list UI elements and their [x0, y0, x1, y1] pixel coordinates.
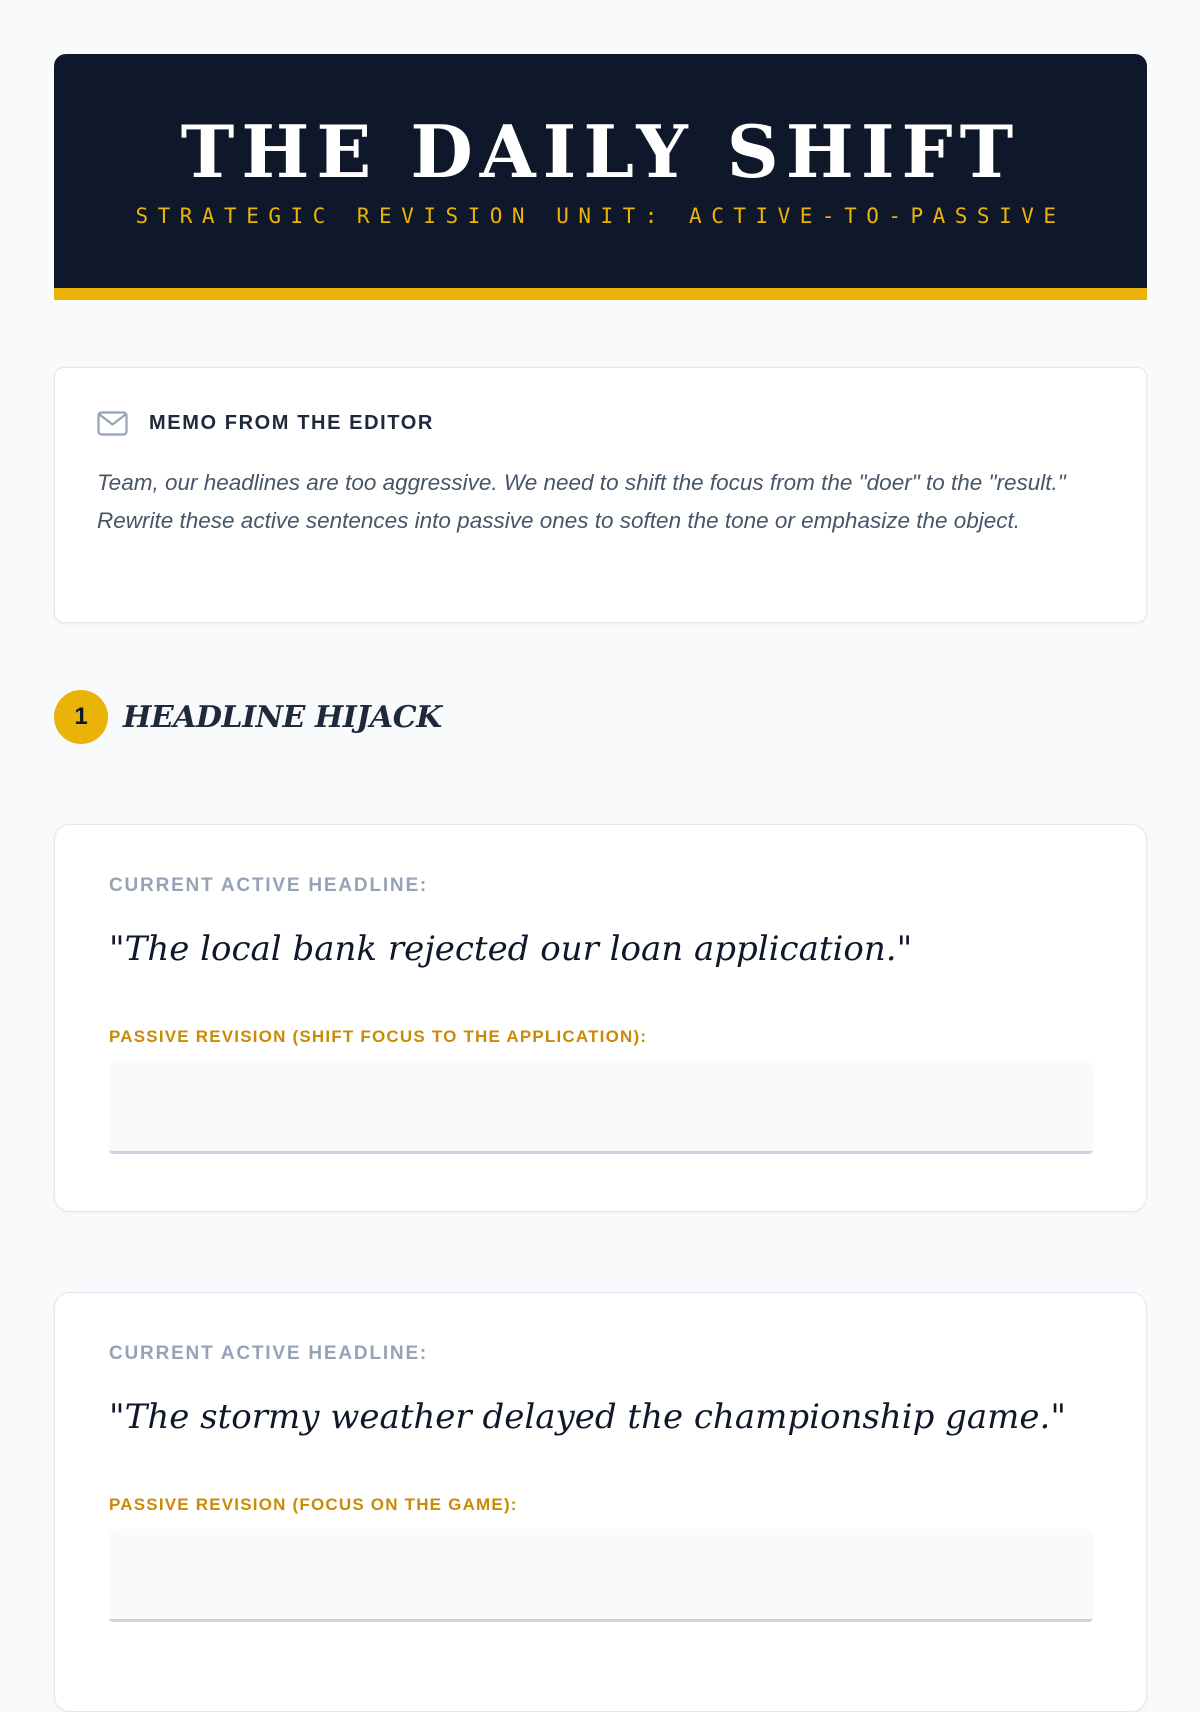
passive-revision-prompt: PASSIVE REVISION (FOCUS ON THE GAME):: [109, 1495, 518, 1514]
section-number-badge: 1: [54, 690, 108, 744]
editor-memo: [54, 367, 1147, 623]
passive-revision-input[interactable]: [109, 1529, 1093, 1622]
masthead: [54, 54, 1147, 300]
memo-text: Team, our headlines are too aggressive. We need to shift the focus from the "doer" to the "result." Rewrite these active sentences into passive ones to soften the tone or emphasize the object.: [97, 470, 1066, 533]
section-heading: [54, 690, 442, 744]
active-headline-label: CURRENT ACTIVE HEADLINE:: [109, 875, 429, 896]
passive-revision-prompt: PASSIVE REVISION (SHIFT FOCUS TO THE APPLICATION):: [109, 1027, 648, 1046]
exercise-card: [54, 824, 1147, 1212]
section-title: HEADLINE HIJACK: [123, 699, 442, 735]
active-headline-sentence: "The stormy weather delayed the championship game.": [109, 1397, 1066, 1437]
exercise-card: [54, 1292, 1147, 1712]
mail-icon: [97, 410, 128, 437]
passive-revision-input[interactable]: [109, 1061, 1093, 1154]
page: [54, 54, 1147, 1514]
memo-label: MEMO FROM THE EDITOR: [149, 411, 434, 434]
active-headline-sentence: "The local bank rejected our loan application.": [109, 929, 913, 969]
masthead-title: THE DAILY SHIFT: [180, 109, 1021, 194]
memo-header: [97, 408, 434, 438]
active-headline-label: CURRENT ACTIVE HEADLINE:: [109, 1343, 429, 1364]
masthead-subtitle: STRATEGIC REVISION UNIT: ACTIVE-TO-PASSIVE: [135, 204, 1066, 228]
